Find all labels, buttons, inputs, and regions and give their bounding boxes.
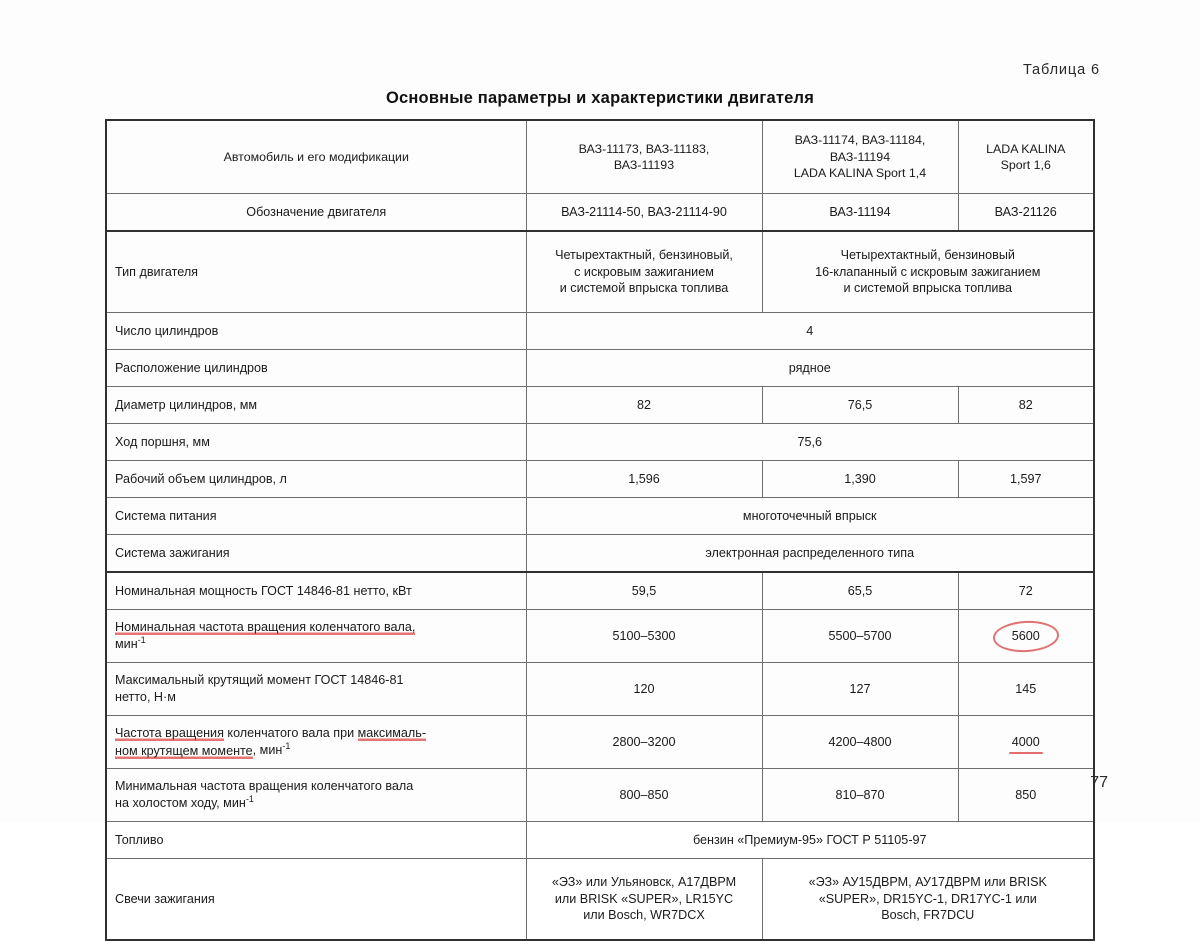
- max-torque-label-line2: нетто, Н·м: [115, 690, 176, 704]
- cell-cylinder-count-all: 4: [526, 313, 1094, 350]
- cell-piston-stroke-all: 75,6: [526, 424, 1094, 461]
- row-label-displacement: Рабочий объем цилиндров, л: [106, 461, 526, 498]
- spark-plugs-bc-line3: Bosch, FR7DCU: [881, 908, 975, 923]
- header-cell-parameter: Автомобиль и его модификации: [106, 120, 526, 194]
- cell-rated-power-a: 59,5: [526, 572, 762, 610]
- row-label-max-torque: [106, 663, 526, 716]
- table-row: [106, 313, 1094, 350]
- row-label-engine-designation: Обозначение двигателя: [106, 194, 526, 232]
- engine-type-bc-line3: и системой впрыска топлива: [843, 281, 1013, 296]
- cell-fuel-all: бензин «Премиум-95» ГОСТ Р 51105-97: [526, 822, 1094, 859]
- rated-speed-unit: мин: [115, 637, 138, 652]
- header-col-b-line2: ВАЗ-11194: [829, 149, 891, 164]
- spark-plugs-a-line3: или Bosch, WR7DCX: [583, 908, 705, 923]
- header-col-c-line2: Sport 1,6: [1000, 158, 1051, 172]
- idle-speed-label-line1: Минимальная частота вращения коленчатого вала: [115, 778, 414, 793]
- row-label-cylinder-count: Число цилиндров: [106, 313, 526, 350]
- table-label: Таблица 6: [1022, 62, 1100, 78]
- header-col-a-line2: ВАЗ-11193: [613, 158, 675, 172]
- max-torque-label-line1: Максимальный крутящий момент ГОСТ 14846-81: [115, 673, 404, 688]
- speed-at-max-torque-plain2: , мин: [252, 743, 283, 758]
- row-label-rated-crankshaft-speed: [106, 610, 526, 663]
- row-label-engine-type: Тип двигателя: [106, 231, 526, 313]
- row-label-cylinder-diameter: Диаметр цилиндров, мм: [106, 387, 526, 424]
- engine-type-bc-line1: Четырехтактный, бензиновый: [840, 248, 1015, 263]
- header-cell-col-a: [526, 120, 762, 194]
- spark-plugs-bc-line2: «SUPER», DR15YC-1, DR17YC-1 или: [818, 891, 1037, 906]
- table-row: [106, 859, 1094, 941]
- spark-plugs-a-line2: или BRISK «SUPER», LR15YC: [554, 891, 734, 906]
- row-label-idle-speed: [106, 769, 526, 822]
- rated-speed-unit-exponent: -1: [137, 635, 146, 646]
- red-underline-annotation-seg2: максималь-: [357, 725, 427, 740]
- table-row: [106, 769, 1094, 822]
- cell-max-torque-b: 127: [762, 663, 958, 716]
- table-row: [106, 535, 1094, 573]
- cell-cylinder-diameter-c: 82: [958, 387, 1094, 424]
- row-label-spark-plugs: Свечи зажигания: [106, 859, 526, 941]
- idle-speed-label-line2-wrap: [115, 794, 518, 812]
- row-label-rated-power: Номинальная мощность ГОСТ 14846-81 нетто, кВт: [106, 572, 526, 610]
- row-label-speed-at-max-torque: [106, 716, 526, 769]
- table-header-row: [106, 120, 1094, 194]
- table-row: [106, 498, 1094, 535]
- row-label-cylinder-arrangement: Расположение цилиндров: [106, 350, 526, 387]
- cell-max-torque-c: 145: [958, 663, 1094, 716]
- engine-type-a-line1: Четырехтактный, бензиновый,: [555, 248, 733, 263]
- cell-cylinder-arrangement-all: рядное: [526, 350, 1094, 387]
- cell-ignition-system-all: электронная распределенного типа: [526, 535, 1094, 573]
- table-row: [106, 350, 1094, 387]
- cell-speed-at-max-torque-c: [958, 716, 1094, 769]
- table-row: [106, 663, 1094, 716]
- table-row: [106, 387, 1094, 424]
- table-row: [106, 572, 1094, 610]
- header-col-b-line1: ВАЗ-11174, ВАЗ-11184,: [794, 133, 926, 148]
- table-row-highlighted: [106, 610, 1094, 663]
- header-col-a-line1: ВАЗ-11173, ВАЗ-11183,: [578, 141, 710, 156]
- cell-spark-plugs-bc: [762, 859, 1094, 941]
- engine-spec-table: [105, 119, 1095, 941]
- table-row: [106, 461, 1094, 498]
- cell-engine-type-bc: [762, 231, 1094, 313]
- table-row: [106, 822, 1094, 859]
- cell-displacement-c: 1,597: [958, 461, 1094, 498]
- cell-speed-at-max-torque-b: 4200–4800: [762, 716, 958, 769]
- red-circle-annotation: 5600: [1002, 626, 1050, 647]
- idle-speed-exponent: -1: [245, 794, 254, 805]
- table-row: [106, 231, 1094, 313]
- cell-rated-power-b: 65,5: [762, 572, 958, 610]
- row-label-piston-stroke: Ход поршня, мм: [106, 424, 526, 461]
- page-title: Основные параметры и характеристики двигателя: [385, 89, 815, 107]
- row-label-ignition-system: Система зажигания: [106, 535, 526, 573]
- header-cell-col-c: [958, 120, 1094, 194]
- header-col-c-line1: LADA KALINA: [986, 141, 1066, 156]
- cell-fuel-system-all: многоточечный впрыск: [526, 498, 1094, 535]
- row-label-fuel-system: Система питания: [106, 498, 526, 535]
- table-row: [106, 194, 1094, 232]
- cell-engine-designation-b: ВАЗ-11194: [762, 194, 958, 232]
- red-underline-annotation-seg3: ном крутящем моменте: [115, 743, 253, 758]
- cell-rated-power-c: 72: [958, 572, 1094, 610]
- red-underline-value-annotation: 4000: [1011, 734, 1040, 749]
- header-cell-col-b: [762, 120, 958, 194]
- cell-engine-type-a: [526, 231, 762, 313]
- cell-rated-crankshaft-speed-a: 5100–5300: [526, 610, 762, 663]
- red-underline-annotation-seg1: Частота вращения: [115, 725, 224, 740]
- cell-engine-designation-c: ВАЗ-21126: [958, 194, 1094, 232]
- cell-cylinder-diameter-a: 82: [526, 387, 762, 424]
- cell-rated-crankshaft-speed-c: [958, 610, 1094, 663]
- idle-speed-label-line2: на холостом ходу, мин: [115, 796, 246, 811]
- cell-idle-speed-c: 850: [958, 769, 1094, 822]
- cell-max-torque-a: 120: [526, 663, 762, 716]
- cell-rated-crankshaft-speed-b: 5500–5700: [762, 610, 958, 663]
- cell-displacement-b: 1,390: [762, 461, 958, 498]
- table-row: [106, 424, 1094, 461]
- cell-cylinder-diameter-b: 76,5: [762, 387, 958, 424]
- cell-speed-at-max-torque-a: 2800–3200: [526, 716, 762, 769]
- cell-displacement-a: 1,596: [526, 461, 762, 498]
- speed-at-max-torque-exponent: -1: [282, 741, 291, 752]
- cell-idle-speed-a: 800–850: [526, 769, 762, 822]
- row-label-fuel: Топливо: [106, 822, 526, 859]
- cell-spark-plugs-a: [526, 859, 762, 941]
- engine-type-a-line2: с искровым зажиганием: [574, 264, 714, 279]
- speed-at-max-torque-plain1: коленчатого вала при: [223, 725, 358, 740]
- table-row-highlighted: [106, 716, 1094, 769]
- spec-table-container: [105, 119, 1093, 941]
- spark-plugs-bc-line1: «ЭЗ» АУ15ДВРМ, АУ17ДВРМ или BRISK: [808, 875, 1047, 890]
- red-underline-annotation: Номинальная частота вращения коленчатого вала,: [115, 619, 416, 634]
- page-number: 77: [1090, 774, 1108, 791]
- engine-type-a-line3: и системой впрыска топлива: [559, 281, 729, 296]
- cell-idle-speed-b: 810–870: [762, 769, 958, 822]
- engine-type-bc-line2: 16-клапанный с искровым зажиганием: [815, 264, 1041, 279]
- header-col-b-line3: LADA KALINA Sport 1,4: [793, 166, 927, 181]
- cell-engine-designation-a: ВАЗ-21114-50, ВАЗ-21114-90: [526, 194, 762, 232]
- spark-plugs-a-line1: «ЭЗ» или Ульяновск, А17ДВРМ: [551, 875, 737, 890]
